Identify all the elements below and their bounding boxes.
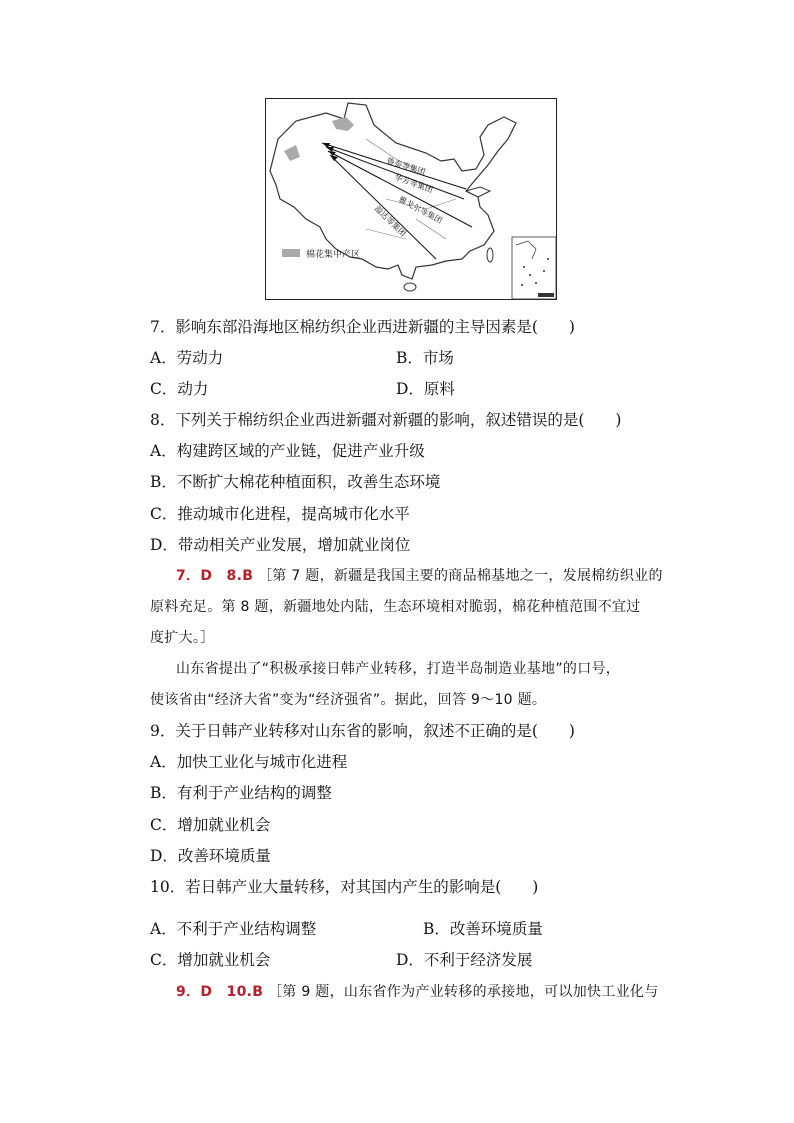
legend-label: 棉花集中产区 [306,250,361,260]
china-map-svg [266,99,558,301]
answer-9-10-line-1 [176,982,659,1002]
q10-option-c: C．增加就业机会 [150,951,271,969]
q10-stem: 10．若日韩产业大量转移，对其国内产生的影响是( ) [150,878,539,896]
answer-7-8-key: 7．D 8.B [176,568,254,584]
answer-9-10-key: 9．D 10.B [176,984,264,1000]
q7-option-d: D．原料 [396,380,455,398]
answer-7-8-line-1 [176,566,663,586]
arrow-label-lutai: 鲁泰等集团 [385,156,427,177]
arrow-label-yagor: 雅戈尔等集团 [397,194,444,226]
q10-option-d: D．不利于经济发展 [396,951,533,969]
q8-option-b: B．不断扩大棉花种植面积，改善生态环境 [150,473,441,491]
legend-swatch [282,249,300,257]
q8-stem: 8．下列关于棉纺织企业西进新疆对新疆的影响，叙述错误的是( ) [150,411,622,429]
q7-stem: 7．影响东部沿海地区棉纺织企业西进新疆的主导因素是( ) [150,318,575,336]
answer-7-8-line-2: 原料充足。第 8 题，新疆地处内陆，生态环境相对脆弱，棉花种植范围不宜过 [150,599,641,615]
q10-option-a: A．不利于产业结构调整 [150,920,317,938]
cotton-area-west [284,145,300,161]
arrow-huafang [326,147,464,199]
q8-option-a: A．构建跨区域的产业链，促进产业升级 [150,442,425,460]
q8-option-c: C．推动城市化进程，提高城市化水平 [150,505,410,523]
cotton-industry-migration-map [265,98,557,300]
arrow-label-yida: 溢达等集团 [372,203,408,239]
answer-7-8-text-1: ［第 7 题，新疆是我国主要的商品棉基地之一，发展棉纺织业的 [257,568,663,584]
q9-option-a: A．加快工业化与城市化进程 [150,753,348,771]
answer-9-10-text-1: ［第 9 题，山东省作为产业转移的承接地，可以加快工业化与 [268,984,659,1000]
q7-option-a: A．劳动力 [150,349,224,367]
cotton-area-north [332,117,354,131]
south-china-sea-inset [512,237,556,299]
q7-option-c: C．动力 [150,380,209,398]
intro-line-2: 使该省由“经济大省”变为“经济强省”。据此，回答 9～10 题。 [150,692,547,708]
q10-option-b: B．改善环境质量 [423,920,543,938]
q8-option-d: D．带动相关产业发展，增加就业岗位 [150,536,411,554]
q9-option-b: B．有利于产业结构的调整 [150,784,332,802]
q7-option-b: B．市场 [396,349,454,367]
answer-7-8-line-3: 度扩大。］ [150,630,215,646]
q9-option-c: C．增加就业机会 [150,816,271,834]
q9-option-d: D．改善环境质量 [150,847,271,865]
arrow-label-huafang: 华芳等集团 [393,172,434,195]
q9-stem: 9．关于日韩产业转移对山东省的影响，叙述不正确的是( ) [150,722,575,740]
intro-line-1: 山东省提出了“积极承接日韩产业转移，打造半岛制造业基地”的口号， [176,661,621,677]
